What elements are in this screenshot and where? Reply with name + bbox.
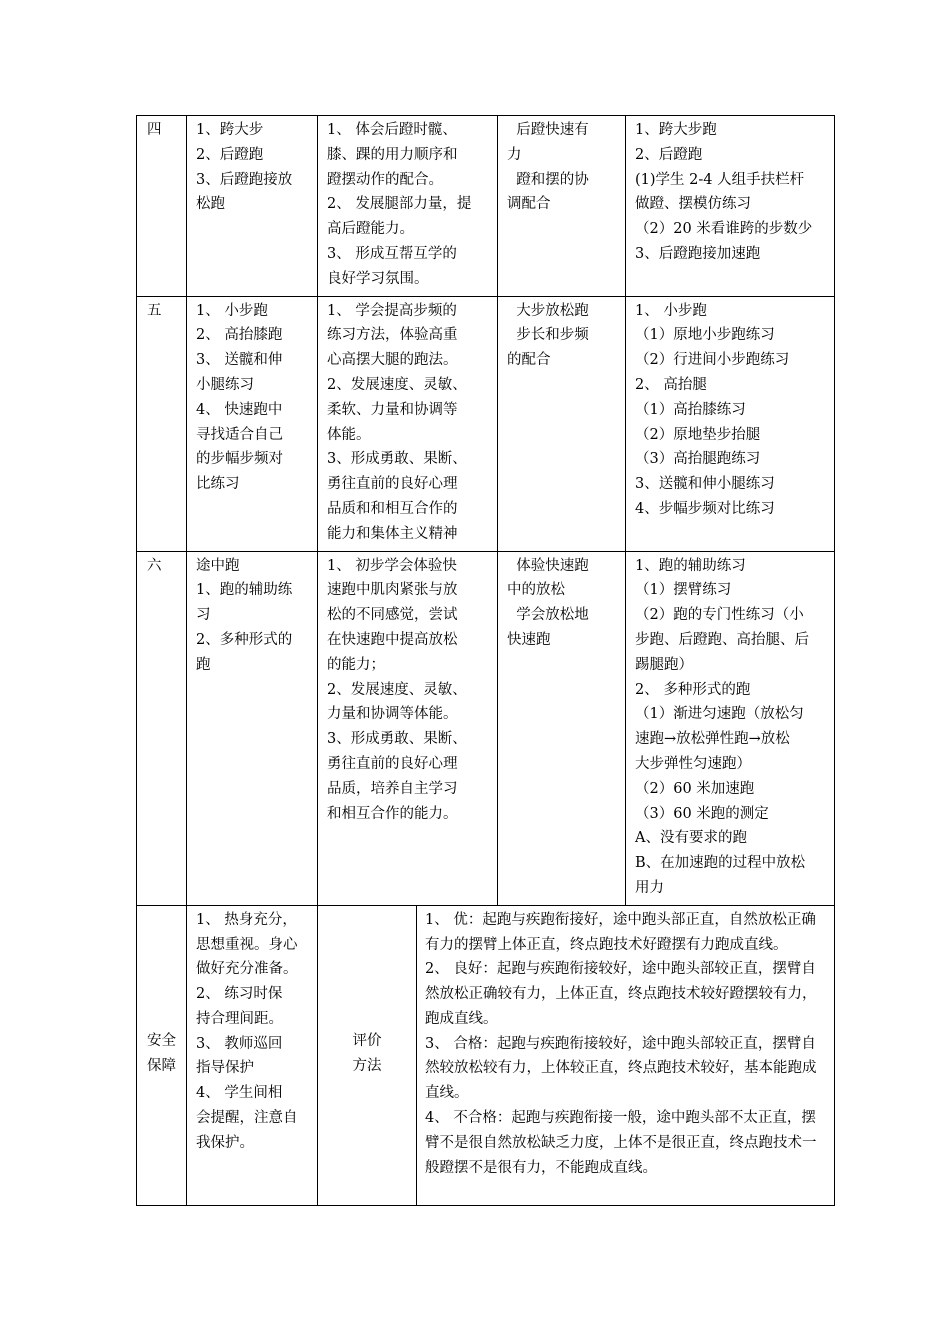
teaching-goals: 1、 初步学会体验快 速跑中肌肉紧张与放 松的不同感觉，尝试 在快速跑中提高放松 的能力； 2、发展速度、灵敏、 力量和协调等体能。 3、形成勇敢、果断、 勇往直前的良好心理 品质，培养自主学习 和相互合作的能力。 [318,551,498,905]
table-row [137,905,835,1205]
lesson-plan-table [136,115,835,1206]
lesson-number: 六 [137,551,187,905]
evaluation-fail: 4、 不合格：起跑与疾跑衔接一般，途中跑头部不太正直，摆臂不是很自然放松缺乏力度，上体不是很正直，终点跑技术一般蹬摆不是很有力，不能跑成直线。 [425,1110,817,1176]
table-row [137,116,835,297]
teaching-content: 1、 小步跑 2、 高抬膝跑 3、 送髋和伸 小腿练习 4、 快速跑中 寻找适合自己 的步幅步频对 比练习 [187,296,318,551]
table-row [137,551,835,905]
teaching-goals: 1、 体会后蹬时髋、 膝、踝的用力顺序和 蹬摆动作的配合。 2、 发展腿部力量，提 高后蹬能力。 3、 形成互帮互学的 良好学习氛围。 [318,116,498,297]
teaching-methods: 1、跑的辅助练习 （1）摆臂练习 （2）跑的专门性练习（小 步跑、后蹬跑、高抬腿、后 踢腿跑） 2、 多种形式的跑 （1）渐进匀速跑（放松匀 速跑→放松弹性跑→放松 大步弹性匀速跑） （2）60 米加速跑 （3）60 米跑的测定 A、没有要求的跑 B、在加速跑的过程中放松 用力 [626,551,835,905]
key-points: 体验快速跑 中的放松 学会放松地 快速跑 [498,551,626,905]
evaluation-good: 2、 良好：起跑与疾跑衔接较好，途中跑头部较正直，摆臂自然放松正确较有力，上体正直，终点跑技术较好蹬摆较有力，跑成直线。 [425,961,817,1027]
lesson-number: 五 [137,296,187,551]
safety-label: 安全 保障 [137,905,187,1205]
teaching-methods: 1、跨大步跑 2、后蹬跑 (1)学生 2-4 人组手扶栏杆 做蹬、摆模仿练习 （2）20 米看谁跨的步数少 3、后蹬跑接加速跑 [626,116,835,297]
safety-measures: 1、 热身充分， 思想重视。身心 做好充分准备。 2、 练习时保 持合理间距。 3、 教师巡回 指导保护 4、 学生间相 会提醒，注意自 我保护。 [187,905,318,1205]
evaluation-excellent: 1、 优：起跑与疾跑衔接好，途中跑头部正直，自然放松正确有力的摆臂上体正直，终点跑技术好蹬摆有力跑成直线。 [425,911,816,953]
teaching-content: 途中跑 1、跑的辅助练 习 2、多种形式的 跑 [187,551,318,905]
evaluation-criteria [417,905,835,1205]
lesson-number: 四 [137,116,187,297]
key-points: 后蹬快速有 力 蹬和摆的协 调配合 [498,116,626,297]
teaching-methods: 1、 小步跑 （1）原地小步跑练习 （2）行进间小步跑练习 2、 高抬腿 （1）高抬膝练习 （2）原地垫步抬腿 （3）高抬腿跑练习 3、送髋和伸小腿练习 4、步幅步频对比练习 [626,296,835,551]
table-row [137,296,835,551]
key-points: 大步放松跑 步长和步频 的配合 [498,296,626,551]
teaching-goals: 1、 学会提高步频的 练习方法，体验高重 心高摆大腿的跑法。 2、发展速度、灵敏、 柔软、力量和协调等 体能。 3、形成勇敢、果断、 勇往直前的良好心理 品质和和相互合作的 能力和集体主义精神 [318,296,498,551]
teaching-content: 1、跨大步 2、后蹬跑 3、后蹬跑接放 松跑 [187,116,318,297]
evaluation-label: 评价 方法 [318,905,417,1205]
evaluation-pass: 3、 合格：起跑与疾跑衔接较好，途中跑头部较正直，摆臂自然较放松较有力，上体较正直，终点跑技术较好，基本能跑成直线。 [425,1035,817,1102]
